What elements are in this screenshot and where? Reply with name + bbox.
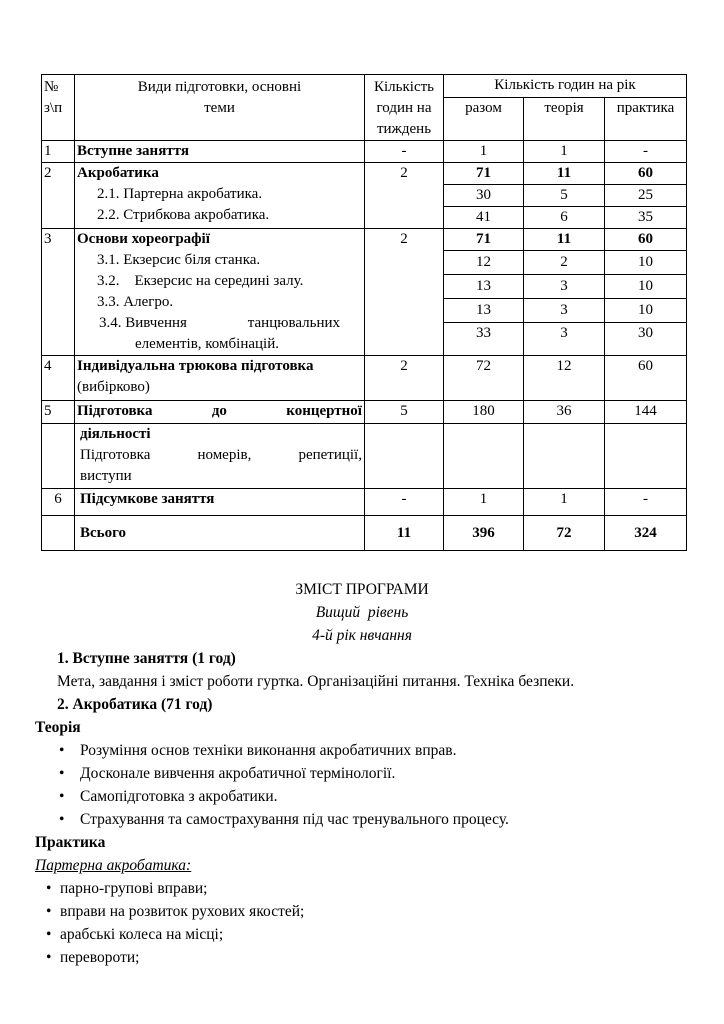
header-yearly: Кількість годин на рік [444,75,687,98]
header-theory: теорія [524,98,605,141]
header-types: Види підготовки, основні теми [75,75,365,141]
section-choreography: Основи хореографії 3.1. Екзерсис біля станка. 3.2. Екзерсис на середині залу. 3.3. Алегро. 3.4. Вивчення танцювальних елементів, комбінацій. [75,229,365,356]
table-row: 30 5 25 [42,185,687,207]
bullet-icon: • [46,949,52,966]
list-item: • Самопідготовка з акробатики. [0,785,724,808]
bullet-icon: • [59,811,65,828]
table-header-row [42,75,687,98]
table-row: 3 Основи хореографії 3.1. Екзерсис біля станка. 3.2. Екзерсис на середині залу. 3.3. Алегро. 3.4. Вивчення танцювальних елементів, комбінацій. 2 71 11 60 [42,229,687,251]
table-row: 13 3 10 [42,299,687,323]
header-total: разом [444,98,524,141]
table-row: 41 6 35 [42,207,687,229]
table-row: 12 2 10 [42,251,687,275]
page-heading: ЗМІСТ ПРОГРАМИ [295,581,429,598]
header-weekly: Кількість годин на тиждень [365,75,444,141]
section-2-title: 2. Акробатика (71 год) [57,696,213,713]
table-row: 5 Підготовка до концертної 5 180 36 144 [42,401,687,424]
theory-label: Теорія [35,719,81,736]
table-total-row: Всього 11 396 72 324 [42,516,687,551]
year-subtitle: 4-й рік нвчання [312,627,412,644]
practice-label: Практика [35,834,106,851]
table-row: 1 Вступне заняття - 1 1 - [42,141,687,163]
bullet-icon: • [59,788,65,805]
bullet-icon: • [46,903,52,920]
table-row: 4 Індивідуальна трюкова підготовка (вибірково) 2 72 12 60 [42,356,687,401]
list-item: • Страхування та самострахування під час тренувального процесу. [0,808,724,831]
list-item: • парно-групові вправи; [0,877,724,900]
bullet-icon: • [46,880,52,897]
program-content [0,578,724,969]
list-item: • Розуміння основ техніки виконання акробатичних вправ. [0,739,724,762]
partner-acrobatics-label: Партерна акробатика: [35,857,192,874]
section-1-title: 1. Вступне заняття (1 год) [57,650,236,667]
section-acrobatics: Акробатика 2.1. Партерна акробатика. 2.2. Стрибкова акробатика. [75,163,365,229]
header-num: № з\п [42,75,75,141]
study-plan-table [41,74,687,551]
bullet-icon: • [59,765,65,782]
level-subtitle: Вищий рівень [315,604,409,621]
bullet-icon: • [59,742,65,759]
section-1-text: Мета, завдання і зміст роботи гуртка. Організаційні питання. Техніка безпеки. [57,673,575,690]
table-row: 33 3 30 [42,323,687,356]
header-practice: практика [605,98,687,141]
list-item: • Досконале вивчення акробатичної термінології. [0,762,724,785]
list-item: • вправи на розвиток рухових якостей; [0,900,724,923]
table-row: 13 3 10 [42,275,687,299]
list-item: • арабські колеса на місці; [0,923,724,946]
table-row: діяльності Підготовка номерів, репетиції, виступи [42,424,687,489]
list-item: • перевороти; [0,946,724,969]
bullet-icon: • [46,926,52,943]
table-row: 2 Акробатика 2.1. Партерна акробатика. 2.2. Стрибкова акробатика. 2 71 11 60 [42,163,687,185]
table-row: 6 Підсумкове заняття - 1 1 - [42,489,687,516]
